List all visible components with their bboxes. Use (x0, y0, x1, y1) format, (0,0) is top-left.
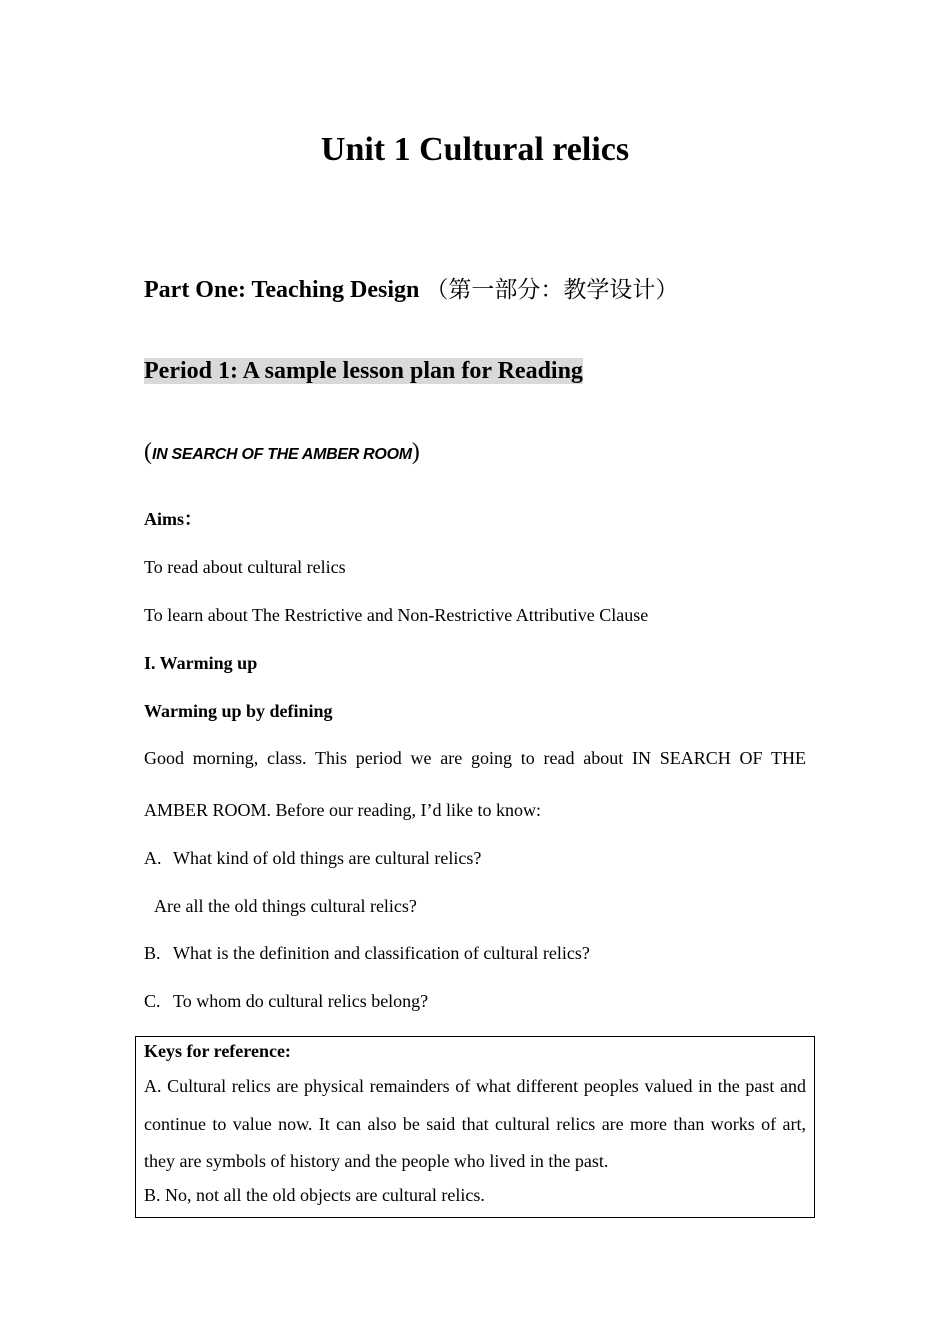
keys-reference-box (135, 1036, 815, 1218)
key-answer-b: B. No, not all the old objects are cultural relics. (144, 1185, 485, 1205)
question-item (144, 989, 428, 1013)
subtitle-close-paren: ) (411, 439, 420, 465)
question-text: What kind of old things are cultural relics? (173, 848, 482, 868)
period-heading (144, 355, 583, 387)
question-text: What is the definition and classification of cultural relics? (173, 943, 590, 963)
aim-item: To read about cultural relics (144, 557, 346, 577)
part-heading (144, 274, 678, 306)
question-marker: B. (144, 943, 161, 963)
intro-paragraph: Good morning, class. This period we are going to read about IN SEARCH OF THE AMBER ROOM. Before our reading, I’d like to know: (144, 748, 806, 820)
subtitle-text: IN SEARCH OF THE AMBER ROOM (152, 446, 412, 463)
subsection-heading: Warming up by defining (144, 701, 333, 721)
question-item (154, 894, 417, 918)
aim-item: To learn about The Restrictive and Non-Restrictive Attributive Clause (144, 605, 649, 625)
question-marker: C. (144, 991, 161, 1011)
part-heading-cjk: （第一部分：教学设计） (425, 277, 679, 303)
question-text: To whom do cultural relics belong? (173, 991, 429, 1011)
keys-title: Keys for reference: (144, 1041, 291, 1061)
question-marker: A. (144, 848, 162, 868)
key-answer-a: A. Cultural relics are physical remainders of what different peoples valued in the past and continue to value now. It can also be said that cultural relics are more than works of art, they are symbols of history and the people who lived in the past. (144, 1076, 806, 1171)
question-item (144, 846, 481, 870)
question-text: Are all the old things cultural relics? (154, 896, 417, 916)
document-title: Unit 1 Cultural relics (320, 131, 630, 168)
part-heading-latin: Part One: Teaching Design (144, 277, 426, 303)
aims-label: Aims： (144, 509, 202, 529)
section-heading: I. Warming up (144, 653, 258, 673)
reading-subtitle (144, 436, 420, 471)
subtitle-open-paren: ( (144, 439, 152, 465)
question-item (144, 941, 590, 965)
period-heading-text: Period 1: A sample lesson plan for Reading (144, 358, 583, 384)
